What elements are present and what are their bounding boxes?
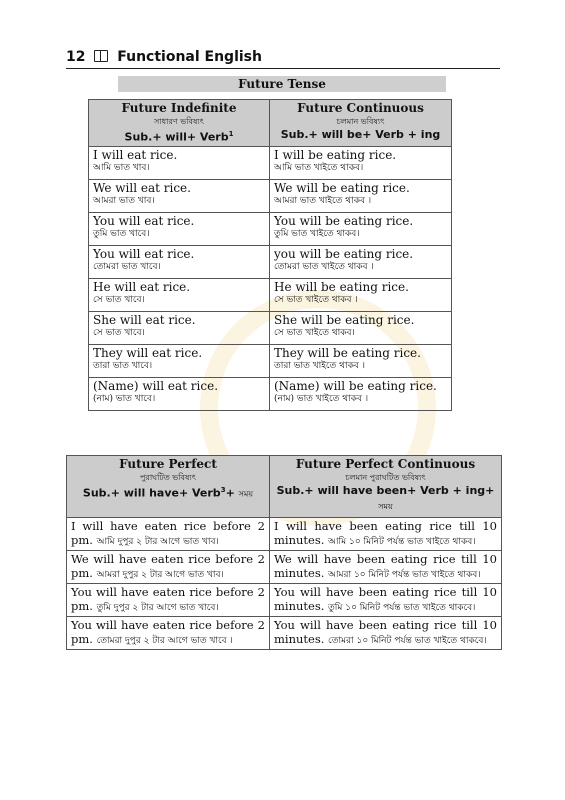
right-cell [270,551,502,584]
header-bengali: চলমান পুরাঘটিত ভবিষ্যৎ [345,473,426,482]
future-indefinite-continuous-table [88,99,452,411]
english-sentence: You will have eaten rice before 2 pm. [71,585,265,613]
table-header-row [89,100,452,147]
page-header [66,48,500,69]
right-cell [270,617,502,650]
english-sentence: They will eat rice. [93,345,203,360]
right-cell [270,245,452,278]
bengali-translation: সে ভাত খাইতে থাকব । [274,294,358,305]
bengali-translation: সে ভাত খাবে। [93,294,145,305]
bengali-translation: তুমি ভাত খাইতে থাকব। [274,228,360,239]
english-sentence: We will have eaten rice before 2 pm. [71,552,265,580]
english-sentence: You will eat rice. [93,213,195,228]
english-sentence: I will eat rice. [93,147,178,162]
bengali-translation: আমরা ভাত খাব। [93,195,155,206]
english-sentence: you will be eating rice. [274,246,414,261]
left-cell [89,311,270,344]
header-formula: Sub.+ will have+ Verb$^3$+ সময় [82,486,254,500]
table-row [89,179,452,212]
header-bengali: চলমান ভবিষ্যৎ [336,117,385,126]
left-cell [67,584,270,617]
table-row [89,245,452,278]
english-sentence: I will be eating rice. [274,147,397,162]
bengali-translation: তোমরা ১০ মিনিট পর্যন্ত ভাত খাইতে থাকবে। [328,636,487,646]
header-formula: Sub.+ will+ Verb$^1$ [124,130,234,144]
header-bengali: সাধারণ ভবিষ্যৎ [154,117,204,126]
left-cell [89,377,270,410]
bengali-translation: তোমরা দুপুর ২ টার আগে ভাত খাবে । [96,636,233,646]
table-row [89,278,452,311]
book-icon [94,50,108,62]
header-bengali: পুরাঘটিত ভবিষ্যৎ [140,473,196,482]
future-perfect-continuous-header [270,456,502,518]
english-sentence: We will have been eating rice till 10 minutes. [274,552,497,580]
future-indefinite-header [89,100,270,147]
right-cell [270,146,452,179]
bengali-translation: আমি ভাত খাইতে থাকব। [274,162,364,173]
left-cell [89,245,270,278]
english-sentence: He will eat rice. [93,279,191,294]
right-cell [270,518,502,551]
english-sentence: We will be eating rice. [274,180,410,195]
header-title: Future Indefinite [121,101,237,115]
bengali-translation: তুমি ভাত খাবে। [93,228,150,239]
english-sentence: She will eat rice. [93,312,196,327]
bengali-translation: আমি ভাত খাব। [93,162,150,173]
bengali-translation: আমরা ১০ মিনিট পর্যন্ত ভাত খাইতে থাকব। [328,570,481,580]
english-sentence: (Name) will be eating rice. [274,378,437,393]
header-title: Future Perfect Continuous [295,457,476,471]
bengali-translation: আমি ১০ মিনিট পর্যন্ত ভাত খাইতে থাকব। [328,537,476,547]
english-sentence: He will be eating rice. [274,279,409,294]
bengali-translation: তুমি দুপুর ২ টার আগে ভাত খাবে। [96,603,219,613]
right-cell [270,584,502,617]
bengali-translation: সে ভাত খাবে। [93,327,145,338]
bengali-translation: তোমরা ভাত খাইতে থাকব । [274,261,374,272]
left-cell [89,212,270,245]
bengali-translation: (নাম) ভাত খাইতে থাকব । [274,393,369,404]
table-row [89,377,452,410]
left-cell [67,518,270,551]
future-continuous-header [270,100,452,147]
bengali-translation: সে ভাত খাইতে থাকব। [274,327,355,338]
english-sentence: She will be eating rice. [274,312,415,327]
table-row [67,617,502,650]
right-cell [270,212,452,245]
left-cell [89,344,270,377]
right-cell [270,179,452,212]
english-sentence: You will have been eating rice till 10 minutes. [274,618,497,646]
bengali-translation: তুমি ১০ মিনিট পর্যন্ত ভাত খাইতে থাকবে। [328,603,476,613]
bengali-translation: আমরা দুপুর ২ টার আগে ভাত খাব। [96,570,224,580]
left-cell [89,146,270,179]
english-sentence: You will have been eating rice till 10 minutes. [274,585,497,613]
future-perfect-table [66,455,502,650]
table-row [67,551,502,584]
table-row [89,212,452,245]
english-sentence: You will have eaten rice before 2 pm. [71,618,265,646]
book-title: Functional English [117,49,262,65]
right-cell [270,311,452,344]
english-sentence: You will eat rice. [93,246,195,261]
left-cell [89,179,270,212]
table-row [89,146,452,179]
table-row [89,311,452,344]
english-sentence: I will have eaten rice before 2 pm. [71,519,265,547]
right-cell [270,377,452,410]
english-sentence: You will be eating rice. [274,213,414,228]
left-cell [67,617,270,650]
english-sentence: (Name) will eat rice. [93,378,219,393]
bengali-translation: তারা ভাত খাবে। [93,360,153,371]
table-row [67,584,502,617]
header-formula: Sub.+ will be+ Verb + ing [280,128,441,141]
left-cell [89,278,270,311]
table-row [67,518,502,551]
bengali-translation: আমরা ভাত খাইতে থাকব । [274,195,372,206]
english-sentence: We will eat rice. [93,180,191,195]
header-title: Future Continuous [297,101,424,115]
table-header-row [67,456,502,518]
english-sentence: They will be eating rice. [274,345,421,360]
bengali-translation: আমি দুপুর ২ টার আগে ভাত খাব। [96,537,219,547]
section-title: Future Tense [118,76,446,92]
header-title: Future Perfect [119,457,217,471]
bengali-translation: তারা ভাত খাইতে থাকব । [274,360,365,371]
bengali-translation: (নাম) ভাত খাবে। [93,393,156,404]
bengali-translation: তোমরা ভাত খাবে। [93,261,161,272]
english-sentence: I will have been eating rice till 10 minutes. [274,519,497,547]
page-number: 12 [66,49,86,65]
right-cell [270,344,452,377]
table-row [89,344,452,377]
future-perfect-header [67,456,270,518]
left-cell [67,551,270,584]
header-formula: Sub.+ will have been+ Verb + ing+ সময় [276,484,495,511]
right-cell [270,278,452,311]
